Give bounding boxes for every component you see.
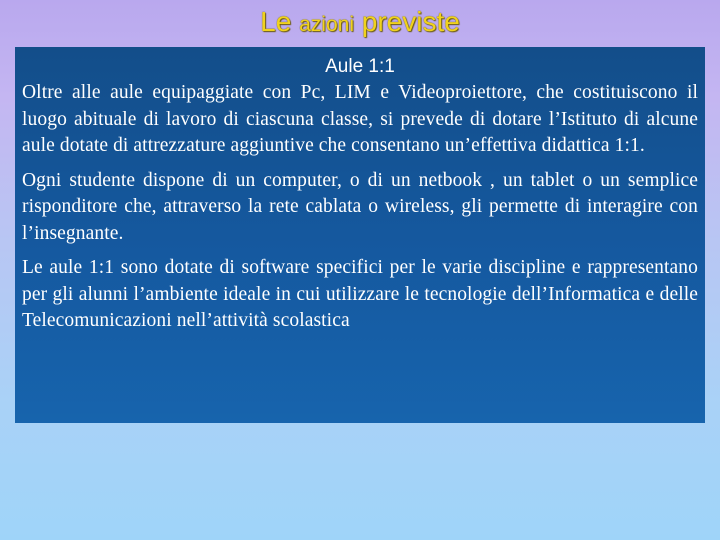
title-part-previste: previste [353, 6, 460, 37]
title-part-le: Le [260, 6, 300, 37]
paragraph-2: Ogni studente dispone di un computer, o di un netbook , un tablet o un semplice risponditore che, attraverso la rete cablata o wireless, gli permette di interagire con l’insegnante. [22, 169, 698, 244]
title-part-azioni: azioni [299, 13, 354, 36]
paragraph-3: Le aule 1:1 sono dotate di software specifici per le varie discipline e rappresentano per gli alunni l’ambiente ideale in cui utilizzare le tecnologie dell’Informatica e delle Telecomunicazioni nell’attività scolastica [22, 257, 698, 331]
content-box [15, 47, 705, 423]
box-heading: Aule 1:1 [325, 56, 395, 77]
paragraph-1: Oltre alle aule equipaggiate con Pc, LIM e Videoproiettore, che costituiscono il luogo abituale di lavoro di ciascuna classe, si prevede di dotare l’Istituto di alcune aule dotate di attrezzature aggiuntive che consentano un’effettiva didattica 1:1. [22, 82, 698, 156]
slide-title [0, 4, 720, 45]
